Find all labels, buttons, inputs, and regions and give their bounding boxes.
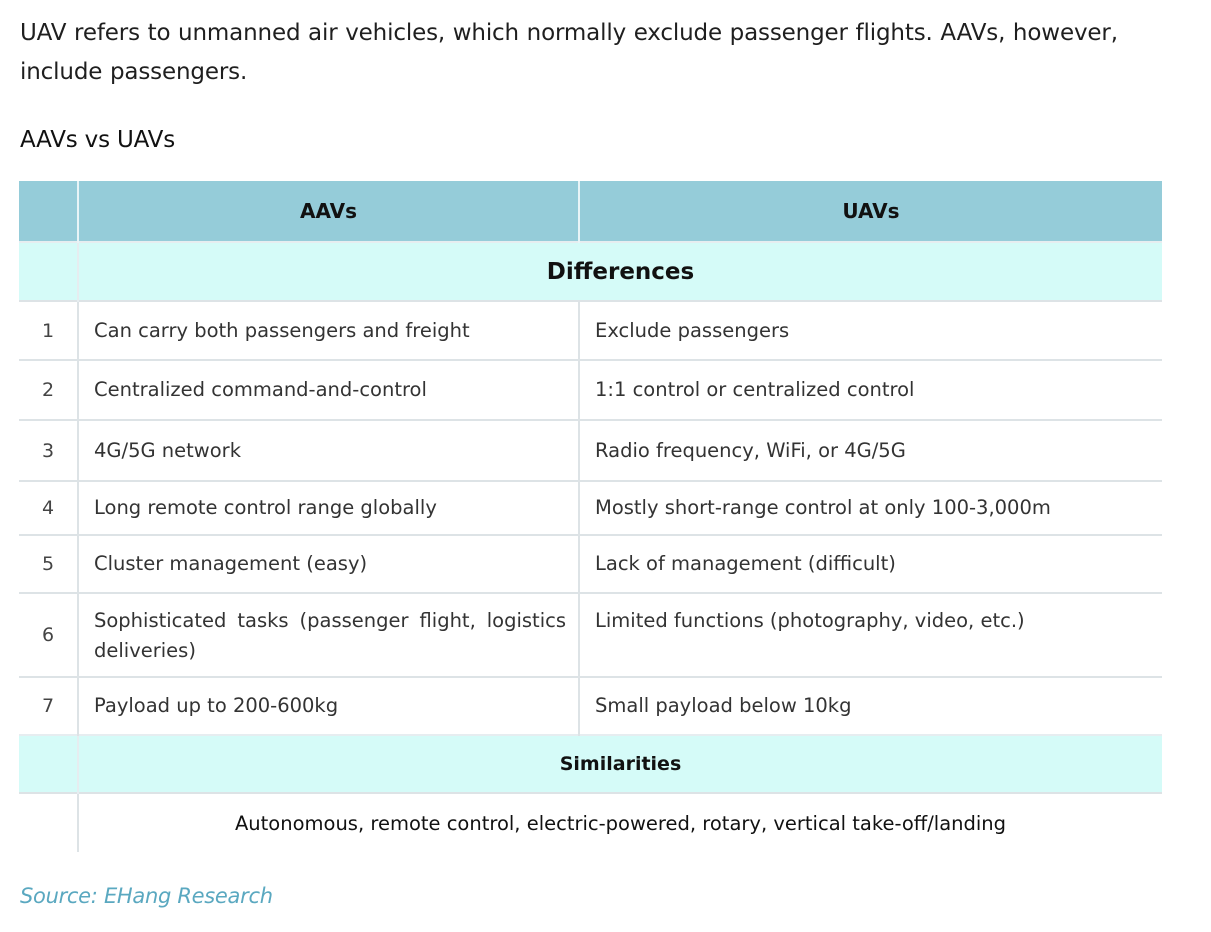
uav-cell: Radio frequency, WiFi, or 4G/5G: [579, 420, 1162, 481]
table-row: [19, 535, 1162, 593]
comparison-table: [19, 181, 1162, 852]
similarities-row: [19, 793, 1162, 852]
aav-cell: Centralized command-and-control: [78, 360, 579, 420]
table-row: [19, 481, 1162, 535]
row-number: 3: [19, 420, 78, 481]
uav-cell: Mostly short-range control at only 100-3,000m: [579, 481, 1162, 535]
table-row: [19, 301, 1162, 360]
aav-cell: Cluster management (easy): [78, 535, 579, 593]
table-row: [19, 420, 1162, 481]
intro-paragraph: UAV refers to unmanned air vehicles, which normally exclude passenger flights. AAVs, however, include passengers.: [20, 20, 1118, 85]
table-row: [19, 593, 1162, 677]
row-number: 2: [19, 360, 78, 420]
row-number: 1: [19, 301, 78, 360]
row-number: 4: [19, 481, 78, 535]
similarities-text: Autonomous, remote control, electric-powered, rotary, vertical take-off/landing: [78, 793, 1162, 852]
aav-cell: Sophisticated tasks (passenger flight, logistics deliveries): [78, 593, 579, 677]
section-num-cell: [19, 735, 78, 793]
uav-cell: Exclude passengers: [579, 301, 1162, 360]
header-uavs: UAVs: [579, 181, 1162, 242]
section-num-cell: [19, 242, 78, 301]
aav-cell: Can carry both passengers and freight: [78, 301, 579, 360]
similarities-num-cell: [19, 793, 78, 852]
aav-cell: Payload up to 200-600kg: [78, 677, 579, 735]
source-caption: Source: EHang Research: [20, 884, 273, 908]
header-num-cell: [19, 181, 78, 242]
aav-cell: Long remote control range globally: [78, 481, 579, 535]
uav-cell: 1:1 control or centralized control: [579, 360, 1162, 420]
differences-label: Differences: [78, 242, 1162, 301]
table-row: [19, 360, 1162, 420]
uav-cell: Limited functions (photography, video, etc.): [579, 593, 1162, 677]
header-aavs: AAVs: [78, 181, 579, 242]
row-number: 6: [19, 593, 78, 677]
table-header-row: [19, 181, 1162, 242]
similarities-section-row: [19, 735, 1162, 793]
differences-section-row: [19, 242, 1162, 301]
table-row: [19, 677, 1162, 735]
uav-cell: Lack of management (difficult): [579, 535, 1162, 593]
row-number: 5: [19, 535, 78, 593]
aav-cell: 4G/5G network: [78, 420, 579, 481]
uav-cell: Small payload below 10kg: [579, 677, 1162, 735]
section-heading: AAVs vs UAVs: [20, 127, 175, 153]
similarities-label: Similarities: [78, 735, 1162, 793]
row-number: 7: [19, 677, 78, 735]
